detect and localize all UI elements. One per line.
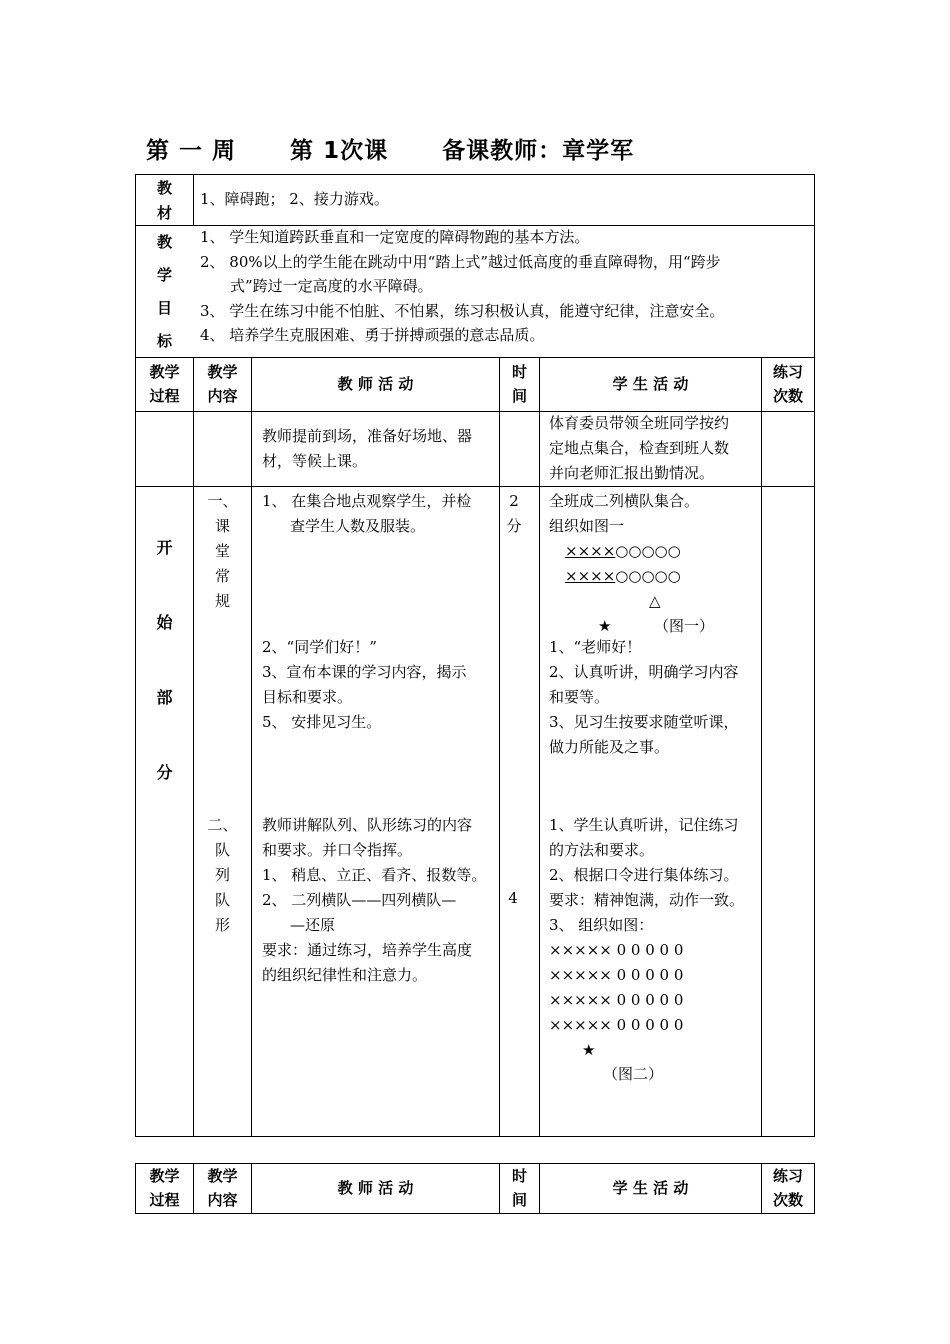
table-border <box>135 1213 815 1214</box>
jiaocai-content: 1、障碍跑； 2、接力游戏。 <box>200 190 389 208</box>
table-border <box>814 174 815 1137</box>
part2-time: 4 <box>508 889 518 907</box>
part2-student: 1、学生认真听讲，记住练习 的方法和要求。 2、根据口令进行集体练习。 要求：精神饱满，动作一致。 3、 组织如图： <box>549 816 745 934</box>
header-student: 学 生 活 动 <box>612 1179 689 1197</box>
figure-2-caption: （图二） <box>603 1065 664 1083</box>
table-border <box>251 357 252 1137</box>
header-reps: 练习 次数 <box>772 363 803 405</box>
page-title: 第 一 周 第 1次课 备课教师：章学军 <box>146 138 635 164</box>
goal-item: 式”跨过一定高度的水平障碍。 <box>230 277 433 295</box>
part1-content-label: 一、 课 堂 常 规 <box>207 492 238 610</box>
part1-teacher-a: 1、 在集合地点观察学生，并检 查学生人数及服装。 <box>262 492 472 535</box>
figure-1-caption: （图一） <box>654 617 715 635</box>
header-teacher: 教 师 活 动 <box>337 375 414 393</box>
jiaocai-label: 教 材 <box>156 179 172 222</box>
header-student: 学 生 活 动 <box>612 375 689 393</box>
header-reps: 练习 次数 <box>772 1167 803 1209</box>
goal-item: 4、 培养学生克服困难、勇于拼搏顽强的意志品质。 <box>200 326 545 344</box>
goal-item: 2、 80%以上的学生能在跳动中用“踏上式”越过低高度的垂直障碍物，用“跨步 <box>200 252 721 271</box>
part1-student-b: 1、“老师好！ 2、认真听讲，明确学习内容 和要等。 3、见习生按要求随堂听课， 做力所能及之事。 <box>549 638 739 756</box>
table-border <box>193 357 194 1137</box>
pre-class-student: 体育委员带领全班同学按约 定地点集合，检查到班人数 并向老师汇报出勤情况。 <box>549 414 730 482</box>
table-border <box>193 174 194 226</box>
header-process: 教学 过程 <box>149 363 180 405</box>
table-border <box>539 357 540 1137</box>
part2-teacher: 教师讲解队列、队形练习的内容 和要求。并口令指挥。 1、 稍息、立正、看齐、报数等。 2、 二列横队——四列横队— —还原 要求：通过练习，培养学生高度 的组织纪律性和注意力。 <box>262 816 487 984</box>
goals-list <box>200 225 724 348</box>
goal-item: 1、 学生知道跨跃垂直和一定宽度的障碍物跑的基本方法。 <box>200 228 590 246</box>
goals-label: 教 学 目 标 <box>156 233 172 350</box>
table-border <box>814 1163 815 1214</box>
figure-1-row: ××××○○○○○ <box>565 542 681 560</box>
table-border <box>135 486 815 487</box>
figure-2-row: ××××× 0 0 0 0 0 <box>549 1016 684 1034</box>
header-time: 时 间 <box>511 363 527 405</box>
table-border <box>135 357 815 358</box>
star-icon: ★ <box>582 1041 596 1059</box>
table-border <box>761 357 762 1137</box>
figure-2-rows <box>549 938 683 1038</box>
table-border <box>499 357 500 1137</box>
table-border <box>135 174 815 175</box>
part2-content-label: 二、 队 列 队 形 <box>207 816 238 934</box>
table-border <box>135 1136 815 1137</box>
header-content: 教学 内容 <box>207 1167 238 1209</box>
pre-class-teacher: 教师提前到场，准备好场地、器 材，等候上课。 <box>262 427 473 470</box>
header-content: 教学 内容 <box>207 363 238 405</box>
figure-1-row: ××××○○○○○ <box>565 567 681 585</box>
figure-2-row: ××××× 0 0 0 0 0 <box>549 941 684 959</box>
triangle-icon: △ <box>649 592 661 610</box>
header-process: 教学 过程 <box>149 1167 180 1209</box>
star-icon: ★ <box>598 617 612 635</box>
header-teacher: 教 师 活 动 <box>337 1179 414 1197</box>
goal-item: 3、 学生在练习中能不怕脏、不怕累，练习积极认真，能遵守纪律，注意安全。 <box>200 301 725 320</box>
part1-teacher-b: 2、“同学们好！” 3、宣布本课的学习内容，揭示 目标和要求。 5、 安排见习生。 <box>262 638 467 731</box>
figure-2-row: ××××× 0 0 0 0 0 <box>549 991 684 1009</box>
part1-student-a: 全班成二列横队集合。 组织如图一 <box>549 492 700 535</box>
part1-time: 2 分 <box>506 492 522 535</box>
header-time: 时 间 <box>511 1167 527 1209</box>
figure-2-row: ××××× 0 0 0 0 0 <box>549 966 684 984</box>
